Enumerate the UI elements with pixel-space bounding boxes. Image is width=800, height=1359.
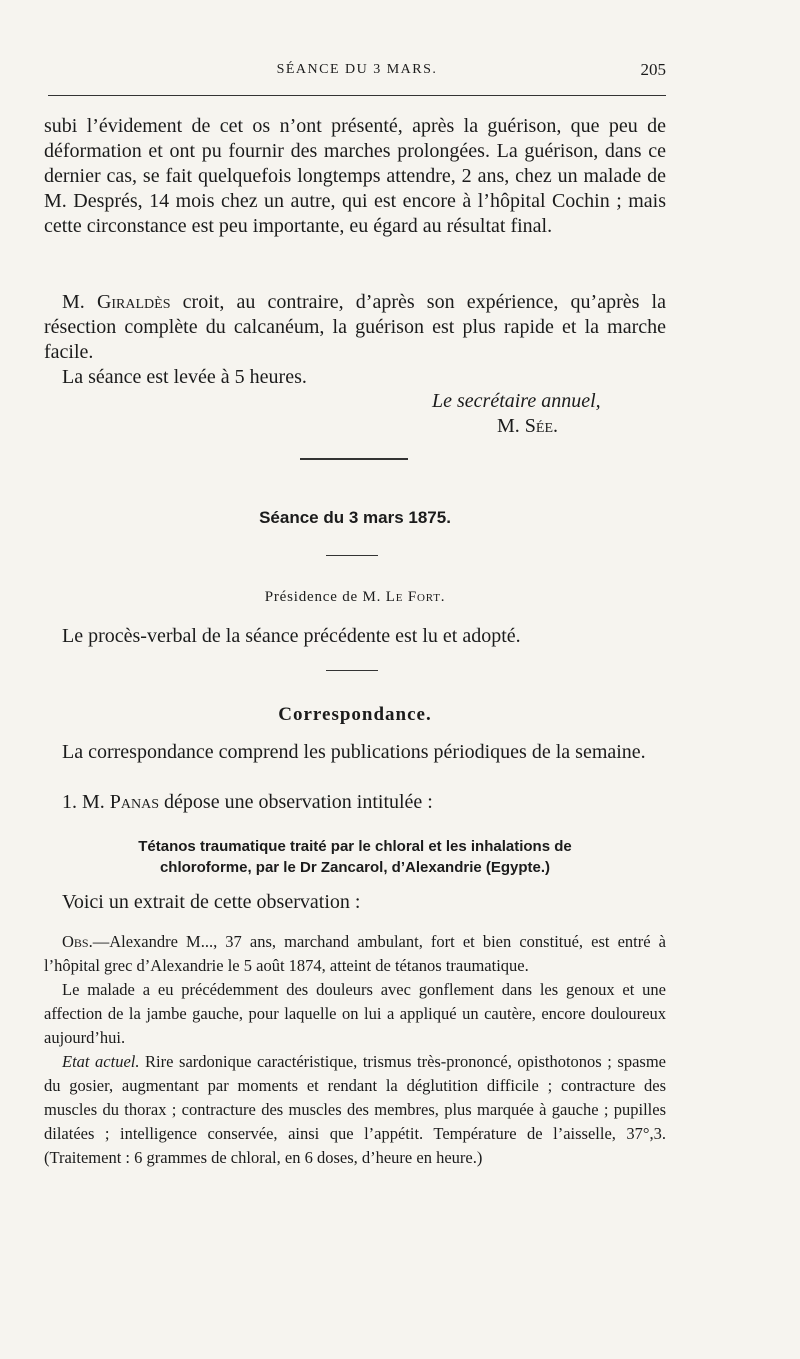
obs-label: Obs.: [62, 932, 93, 951]
item-text: dépose une observation intitulée :: [159, 791, 433, 813]
short-divider-2: [326, 670, 378, 671]
proces-verbal: Le procès-verbal de la séance précédente est lu et adopté.: [62, 625, 521, 647]
page-header: [48, 60, 666, 84]
observation-body: [44, 930, 666, 1170]
session-title: Séance du 3 mars 1875.: [259, 508, 451, 527]
speaker-text: croit, au contraire, d’après son expérience, qu’après la résection complète du calcanéum, la guérison est plus rapide et la marche facile.: [44, 291, 666, 363]
etat-actuel-label: Etat actuel.: [62, 1052, 140, 1071]
presidence-name: Le Fort.: [385, 589, 446, 605]
signature-title: Le secrétaire annuel,: [432, 390, 601, 412]
correspondance-text: La correspondance comprend les publications périodiques de la semaine.: [62, 741, 646, 763]
correspondance-heading: Correspondance.: [278, 704, 432, 725]
speaker-prefix: M.: [62, 291, 97, 313]
obs-paragraph-1: [44, 930, 666, 978]
item-panas: [44, 790, 666, 815]
extrait-line: Voici un extrait de cette observation :: [62, 891, 361, 913]
observation-title: [44, 836, 666, 878]
obs-paragraph-3: [44, 1050, 666, 1170]
signature-surname: Sée.: [524, 415, 559, 437]
obs-paragraph-2: Le malade a eu précédemment des douleurs avec gonflement dans les genoux et une affection de la jambe gauche, pour laquelle on lui a appliqué un cautère, encore douloureux aujourd’hui.: [44, 980, 666, 1047]
presidence-prefix: Présidence de M.: [264, 589, 386, 605]
section-divider: [300, 458, 408, 460]
speaker-name: Giraldès: [96, 291, 171, 313]
observation-title-line1: Tétanos traumatique traité par le chloral et les inhalations de: [138, 838, 572, 855]
paragraph-levee: La séance est levée à 5 heures.: [62, 366, 307, 388]
page-number: 205: [640, 60, 666, 79]
running-title: SÉANCE DU 3 MARS.: [276, 62, 438, 77]
paragraph-evidement: subi l’évidement de cet os n’ont présenté, après la guérison, que peu de déformation et ont pu fournir des marches prolongées. La guérison, dans ce dernier cas, se fait quelquefois longtemps attendre, 2 ans, chez un malade de M. Després, 14 mois chez un autre, qui est encore à l’hôpital Cochin ; mais cette circonstance est peu importante, eu égard au résultat final.: [44, 115, 666, 237]
header-rule: [48, 95, 666, 96]
signature-prefix: M.: [497, 415, 525, 437]
observation-title-line2: chloroforme, par le Dr Zancarol, d’Alexandrie (Egypte.): [159, 859, 551, 876]
obs-para1-text: —Alexandre M..., 37 ans, marchand ambulant, fort et bien constitué, est entré à l’hôpital grec d’Alexandrie le 5 août 1874, atteint de tétanos traumatique.: [44, 932, 666, 975]
signature-name: [497, 415, 558, 438]
short-divider: [326, 555, 378, 556]
item-prefix: 1. M.: [62, 791, 110, 813]
obs-para3-text: Rire sardonique caractéristique, trismus très-prononcé, opisthotonos ; spasme du gosier, augmentant par moments et rendant la déglutition difficile ; contracture des muscles du thorax ; contracture des muscles des membres, plus marquée à gauche ; pupilles dilatées ; intelligence conservée, ainsi que l’appétit. Température de l’aisselle, 37°,3. (Traitement : 6 grammes de chloral, en 6 doses, d’heure en heure.): [44, 1052, 666, 1167]
paragraph-giraldes: [44, 290, 666, 365]
item-name: Panas: [109, 791, 160, 813]
presidence-line: [44, 589, 666, 606]
